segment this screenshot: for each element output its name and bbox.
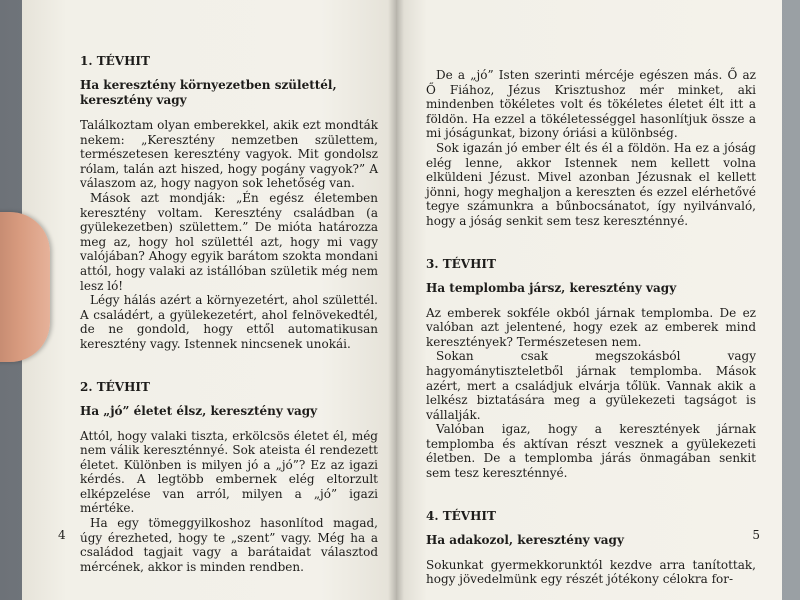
page-number: 5	[752, 528, 760, 542]
book-gutter	[388, 0, 404, 600]
paragraph: Mások azt mondják: „Én egész életemben keresztény voltam. Keresztény családban (a gyülekezetben) születtem.” De mióta határozza meg az, hogy hol születtél azt, hogy mi vagy valójában? Ahogy egyik barátom szokta mondani attól, hogy valaki az istállóban születik még nem lesz ló!	[80, 190, 378, 293]
section-subheading: Ha templomba jársz, keresztény vagy	[426, 280, 677, 295]
section-heading: 1. TÉVHIT	[80, 54, 150, 68]
page-number: 4	[58, 528, 66, 542]
holding-thumb	[0, 212, 50, 362]
section-heading: 3. TÉVHIT	[426, 256, 496, 271]
section-heading: 2. TÉVHIT	[80, 379, 150, 394]
section-subheading: Ha keresztény környezetben születtél, keresztény vagy	[80, 78, 337, 107]
paragraph: Ha egy tömeggyilkoshoz hasonlítod magad, úgy érezheted, hogy te „szent” vagy. Még ha a családod tagjait vagy a barátaidat választod mércének, akkor is minden rendben.	[80, 516, 378, 574]
paragraph: Sokan csak megszokásból vagy hagyománytiszteletből járnak templomba. Mások azért, mert a családjuk elvárja tőlük. Vannak akik a lelkész biztatására meg a gyülekezeti tagságot is vállalják.	[426, 349, 756, 422]
section-subheading: Ha „jó” életet élsz, keresztény vagy	[80, 403, 318, 418]
paragraph: Légy hálás azért a környezetért, ahol születtél. A családért, a gyülekezetért, ahol felnövekedtél, de ne gondold, hogy ettől automatikusan keresztény vagy. Istennek nincsenek unokái.	[80, 293, 378, 351]
paragraph: De a „jó” Isten szerinti mércéje egészen más. Ő az Ő Fiához, Jézus Krisztushoz mér minket, aki mindenben tökéletes volt és tökéletes életet élt itt a földön. Ha ezzel a tökéletességgel hasonlítjuk össze a mi jóságunkat, bizony óriási a különbség.	[426, 68, 756, 141]
paragraph: Valóban igaz, hogy a keresztények járnak templomba és aktívan részt vesznek a gyülekezeti életben. De a templomba járás önmagában senkit sem tesz kereszténnyé.	[426, 422, 756, 481]
section-subheading: Ha adakozol, keresztény vagy	[426, 532, 624, 547]
paragraph: Sokunkat gyermekkorunktól kezdve arra tanítottak, hogy jövedelmünk egy részét jótékony célokra for-	[426, 557, 756, 587]
paragraph: Sok igazán jó ember élt és él a földön. Ha ez a jóság elég lenne, akkor Istennek nem kellett volna elküldeni Jézust. Mivel azonban Jézusnak el kellett jönni, hogy meghaljon a kereszten és ezzel elérhetővé tegye számunkra a bűnbocsánatot, így nyilvánvaló, hogy a jóság senkit sem tesz kereszténnyé.	[426, 140, 756, 228]
paragraph: Attól, hogy valaki tiszta, erkölcsös életet él, még nem válik kereszténnyé. Sok ateista él rendezett életet. Különben is milyen jó a „jó”? Ez az igazi kérdés. A legtöbb embernek elég eltorzult elképzelése van arról, milyen a „jó” igazi mértéke.	[80, 428, 378, 516]
paragraph: Találkoztam olyan emberekkel, akik ezt mondták nekem: „Keresztény nemzetben születtem, természetesen keresztény vagyok. Mit gondolsz rólam, talán azt hiszed, hogy pogány vagyok?” A válaszom az, hogy nagyon sok lehetőség van.	[80, 118, 378, 191]
right-page	[396, 0, 782, 600]
left-page	[22, 0, 396, 600]
section-heading: 4. TÉVHIT	[426, 508, 496, 523]
paragraph: Az emberek sokféle okból járnak templomba. De ez valóban azt jelentené, hogy ezek az emberek mind keresztények? Természetesen nem.	[426, 305, 756, 349]
